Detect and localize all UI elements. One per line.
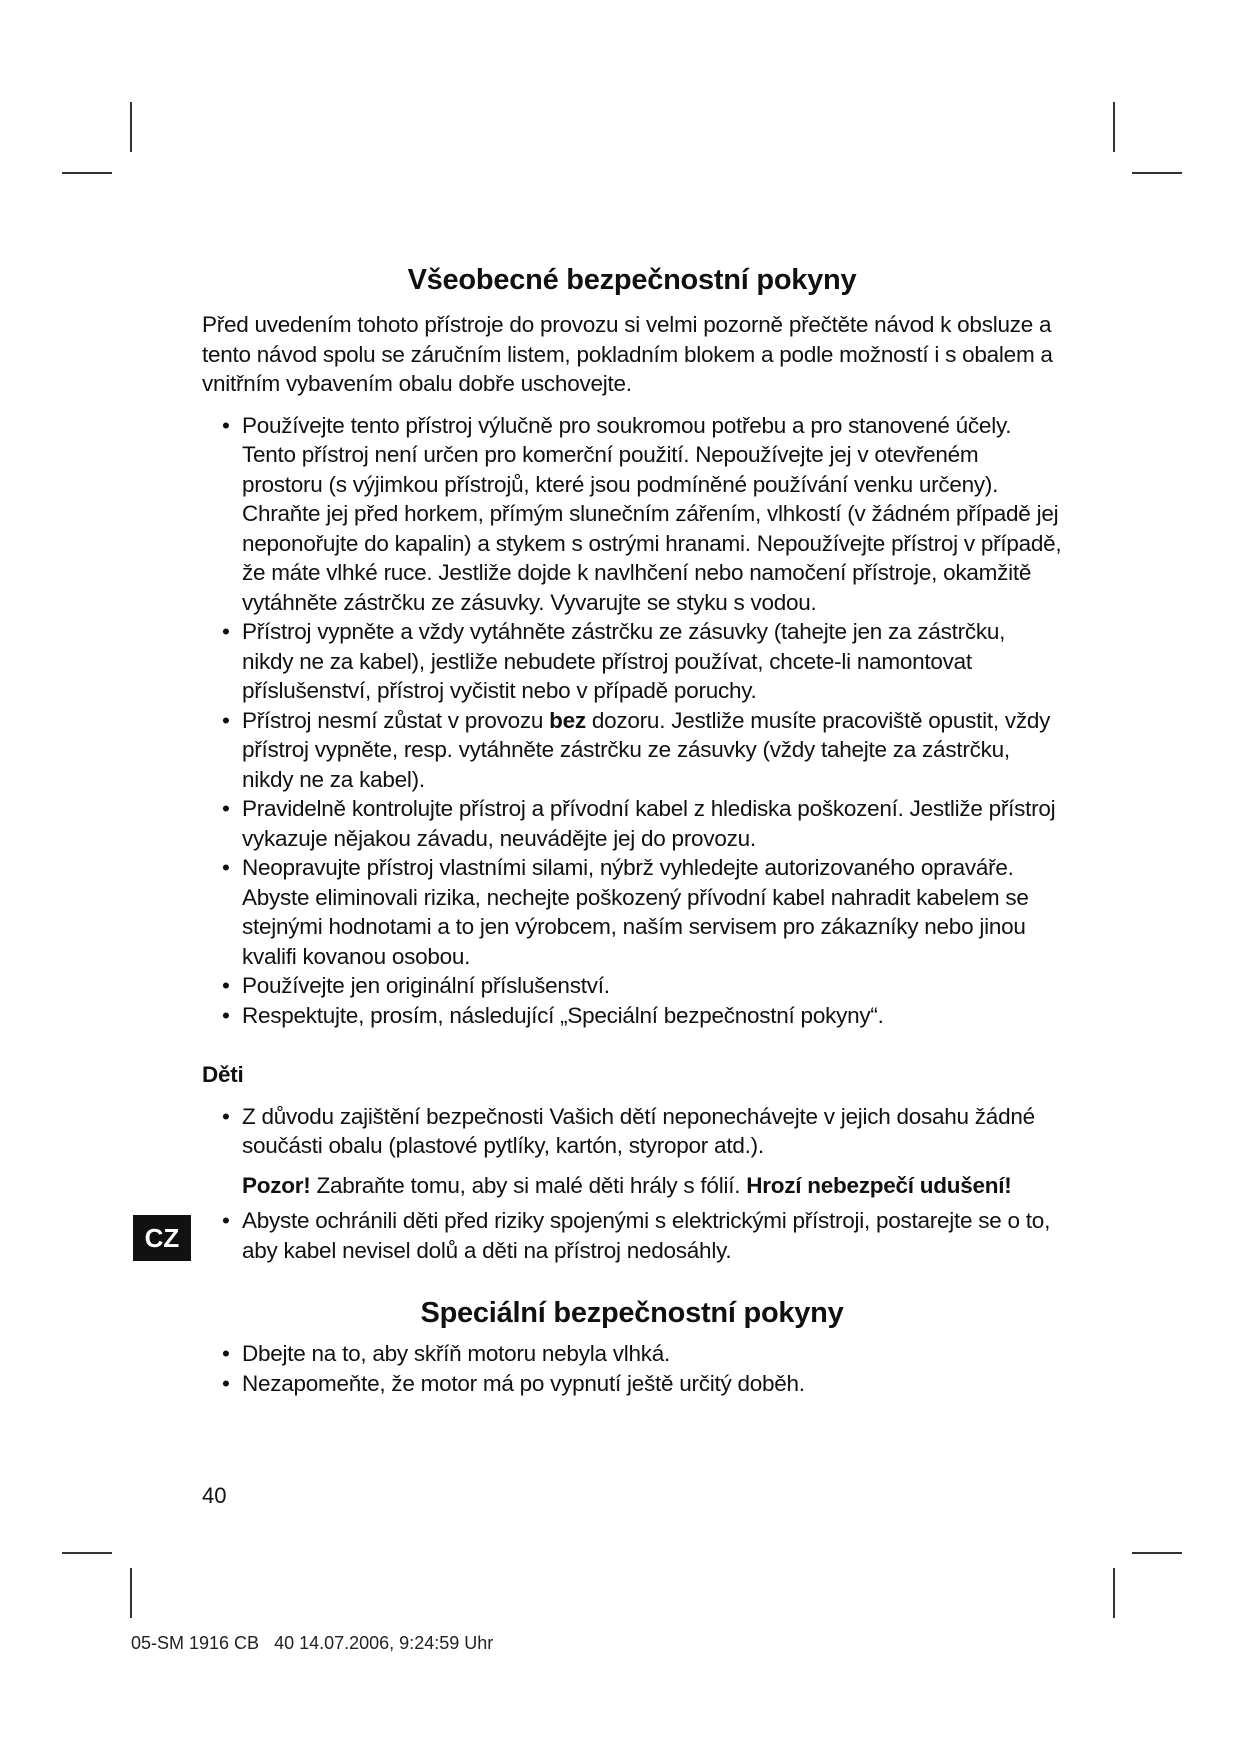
page-number: 40 [202,1483,227,1508]
list-item-text: Používejte tento přístroj výlučně pro soukromou potřebu a pro stanovené účely. Tento přístroj není určen pro komerční použití. Nepoužívejte jej v otevřeném prostoru (s výjimkou přístrojů, které jsou podmíněné používání venku určeny). Chraňte jej před horkem, přímým slunečním zářením, vlhkostí (v žádném případě jej neponořujte do kapalin) a stykem s ostrými hranami. Nepoužívejte přístroj v případě, že máte vlhké ruce. Jestliže dojde k navlhčení nebo namočení přístroje, okamžitě vytáhněte zástrčku ze zásuvky. Vyvarujte se styku s vodou. [242,412,1062,615]
general-safety-list [202,411,1062,1031]
list-item [202,1102,1062,1161]
list-item-text: Z důvodu zajištění bezpečnosti Vašich dětí neponechávejte v jejich dosahu žádné součásti obalu (plastové pytlíky, kartón, styropor atd.). [242,1103,1035,1158]
warning-label: Pozor! [242,1172,311,1198]
list-item-text: Respektujte, prosím, následující „Speciální bezpečnostní pokyny“. [242,1002,884,1028]
bullet-glyph: • [222,1370,230,1396]
crop-mark-bottom-left-vertical [130,1568,132,1618]
list-item [202,1369,1062,1399]
list-item-emphasis: bez [549,707,586,733]
list-item-text: Abyste ochránili děti před riziky spojenými s elektrickými přístroji, postarejte se o to, aby kabel nevisel dolů a děti na přístroj nedosáhly. [242,1208,1051,1263]
special-safety-list [202,1339,1062,1398]
crop-mark-top-left-horizontal [62,172,112,174]
list-item [202,1001,1062,1031]
crop-mark-top-right-horizontal [1132,172,1182,174]
language-tab: CZ [133,1215,191,1261]
warning-text: Zabraňte tomu, aby si malé děti hrály s fólií. [310,1172,747,1198]
bullet-glyph: • [222,855,230,880]
crop-mark-top-right-vertical [1113,102,1115,152]
list-item-text: Přístroj vypněte a vždy vytáhněte zástrčku ze zásuvky (tahejte jen za zástrčku, nikdy ne za kabel), jestliže nebudete přístroj používat, chcete-li namontovat příslušenství, přístroj vyčistit nebo v případě poruchy. [242,619,1006,703]
list-item [202,853,1062,971]
list-item [202,1339,1062,1369]
crop-mark-bottom-right-horizontal [1132,1552,1182,1554]
list-item [202,971,1062,1001]
crop-mark-bottom-right-vertical [1113,1568,1115,1618]
children-list [202,1102,1062,1161]
list-item-text: Pravidelně kontrolujte přístroj a přívodní kabel z hlediska poškození. Jestliže přístroj vykazuje nějakou závadu, neuvádějte jej do provozu. [242,796,1056,851]
list-item-text: Nezapomeňte, že motor má po vypnutí ještě určitý doběh. [242,1370,805,1396]
bullet-glyph: • [222,412,230,438]
crop-mark-bottom-left-horizontal [62,1552,112,1554]
bullet-glyph: • [222,619,230,644]
children-list-continued [202,1206,1062,1265]
list-item [202,411,1062,618]
general-intro: Před uvedením tohoto přístroje do provozu si velmi pozorně přečtěte návod k obsluze a tento návod spolu se záručním listem, pokladním blokem a podle možností i s obalem a vnitřním vybavením obalu dobře uschovejte. [202,312,1053,396]
children-heading: Děti [202,1062,244,1087]
list-item [202,706,1062,795]
list-item [202,617,1062,706]
list-item-text-start: Přístroj nesmí zůstat v provozu [242,707,550,733]
list-item-text: Neopravujte přístroj vlastními silami, nýbrž vyhledejte autorizovaného opraváře. Abyste eliminovali rizika, nechejte poškozený přívodní kabel nahradit kabelem se stejnými hodnotami a to jen výrobcem, naším servisem pro zákazníky nebo jinou kvalifi kovanou osobou. [242,855,1029,969]
bullet-glyph: • [222,1002,230,1028]
list-item [202,794,1062,853]
page-content [202,262,1062,1398]
special-safety-title: Speciální bezpečnostní pokyny [420,1297,844,1329]
bullet-glyph: • [222,796,230,821]
warning-emphasis: Hrozí nebezpečí udušení! [746,1172,1012,1198]
list-item-text: Používejte jen originální příslušenství. [242,973,610,998]
bullet-glyph: • [222,1341,230,1366]
bullet-glyph: • [222,707,230,733]
list-item-text: Dbejte na to, aby skříň motoru nebyla vlhká. [242,1341,670,1366]
list-item-text-end: dozoru. Jestliže musíte pracoviště opustit, vždy přístroj vypněte, resp. vytáhněte zástrčku ze zásuvky (vždy tahejte za zástrčku, nikdy ne za kabel). [242,707,1051,792]
bullet-glyph: • [222,973,230,998]
crop-mark-top-left-vertical [130,102,132,152]
bullet-glyph: • [222,1208,230,1233]
warning-note [202,1171,1062,1201]
print-footer: 05-SM 1916 CB 40 14.07.2006, 9:24:59 Uhr [131,1633,494,1653]
general-safety-title: Všeobecné bezpečnostní pokyny [407,264,857,296]
bullet-glyph: • [222,1103,230,1129]
list-item [202,1206,1062,1265]
